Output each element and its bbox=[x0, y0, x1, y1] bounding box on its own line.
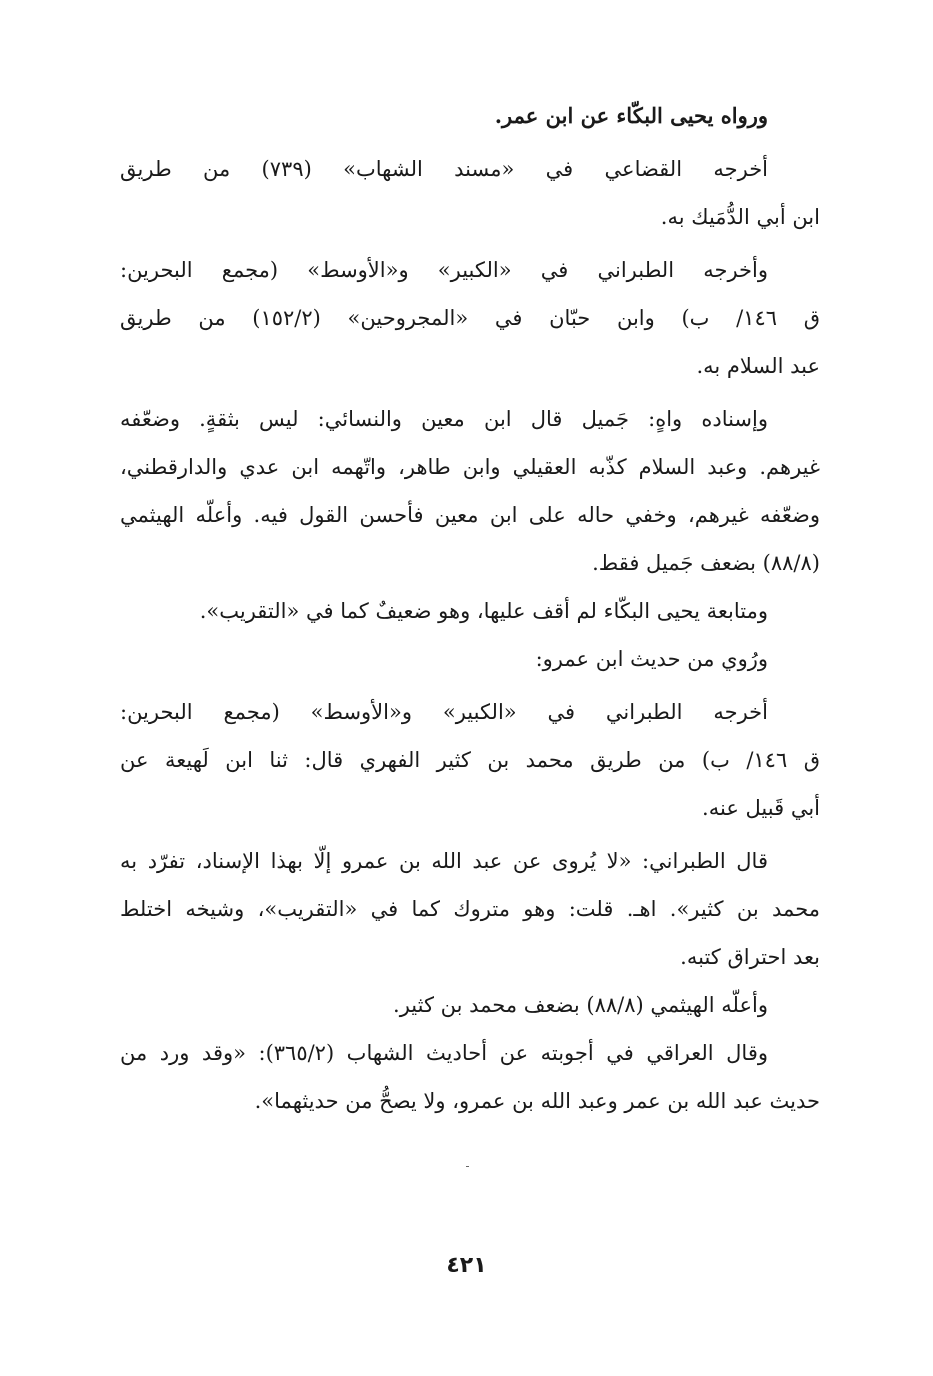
paragraph bbox=[120, 635, 820, 683]
text-line: محمد بن كثير». اهـ. قلت: وهو متروك كما في «التقريب»، وشيخه اختلط bbox=[120, 897, 820, 921]
page-body bbox=[120, 92, 820, 1125]
text-line: ومتابعة يحيى البكّاء لم أقف عليها، وهو ضعيفٌ كما في «التقريب». bbox=[199, 599, 768, 623]
page-number: ٤٢١ bbox=[446, 1253, 487, 1278]
text-line: أخرجه الطبراني في «الكبير» و«الأوسط» (مجمع البحرين: bbox=[120, 700, 768, 724]
text-line: ابن أبي الدُّمَيك به. bbox=[660, 205, 820, 229]
text-line: عبد السلام به. bbox=[696, 354, 820, 378]
text-line: وضعّفه غيرهم، وخفي حاله على ابن معين فأحسن القول فيه. وأعلّه الهيثمي bbox=[120, 503, 820, 527]
text-line: (٨٨/٨) بضعف جَميل فقط. bbox=[592, 551, 820, 575]
paragraph bbox=[120, 246, 820, 390]
text-line: قال الطبراني: «لا يُروى عن عبد الله بن عمرو إلّا بهذا الإسناد، تفرّد به bbox=[120, 849, 768, 873]
text-line: غيرهم. وعبد السلام كذّبه العقيلي وابن طاهر، واتّهمه ابن عدي والدارقطني، bbox=[120, 455, 820, 479]
text-line: وأخرجه الطبراني في «الكبير» و«الأوسط» (مجمع البحرين: bbox=[120, 258, 768, 282]
paragraph bbox=[120, 688, 820, 832]
divider-mark bbox=[466, 1166, 469, 1167]
text-line: أخرجه القضاعي في «مسند الشهاب» (٧٣٩) من طريق bbox=[120, 157, 769, 181]
text-line: ق ١٤٦/ ب) من طريق محمد بن كثير الفهري قال: ثنا ابن لَهيعة عن bbox=[120, 748, 820, 772]
text-line: وأعلّه الهيثمي (٨٨/٨) بضعف محمد بن كثير. bbox=[393, 993, 768, 1017]
paragraph bbox=[120, 587, 820, 635]
paragraph bbox=[120, 395, 820, 587]
paragraph bbox=[120, 837, 820, 981]
text-line: حديث عبد الله بن عمر وعبد الله بن عمرو، ولا يصحُّ من حديثهما». bbox=[254, 1089, 820, 1113]
paragraph bbox=[120, 92, 820, 140]
text-line: وإسناده واهٍ: جَميل قال ابن معين والنسائي: ليس بثقةٍ. وضعّفه bbox=[120, 407, 768, 431]
paragraph bbox=[120, 981, 820, 1029]
paragraph bbox=[120, 145, 820, 241]
text-line: ورُوي من حديث ابن عمرو: bbox=[535, 647, 768, 671]
paragraph bbox=[120, 1029, 820, 1125]
text-line: ورواه يحيى البكّاء عن ابن عمر. bbox=[494, 103, 768, 128]
text-line: أبي قَبيل عنه. bbox=[702, 796, 820, 820]
text-line: بعد احتراق كتبه. bbox=[680, 945, 820, 969]
text-line: وقال العراقي في أجوبته عن أحاديث الشهاب (٣٦٥/٢): «وقد ورد من bbox=[120, 1041, 768, 1065]
text-line: ق ١٤٦/ ب) وابن حبّان في «المجروحين» (١٥٢/٢) من طريق bbox=[120, 306, 820, 330]
